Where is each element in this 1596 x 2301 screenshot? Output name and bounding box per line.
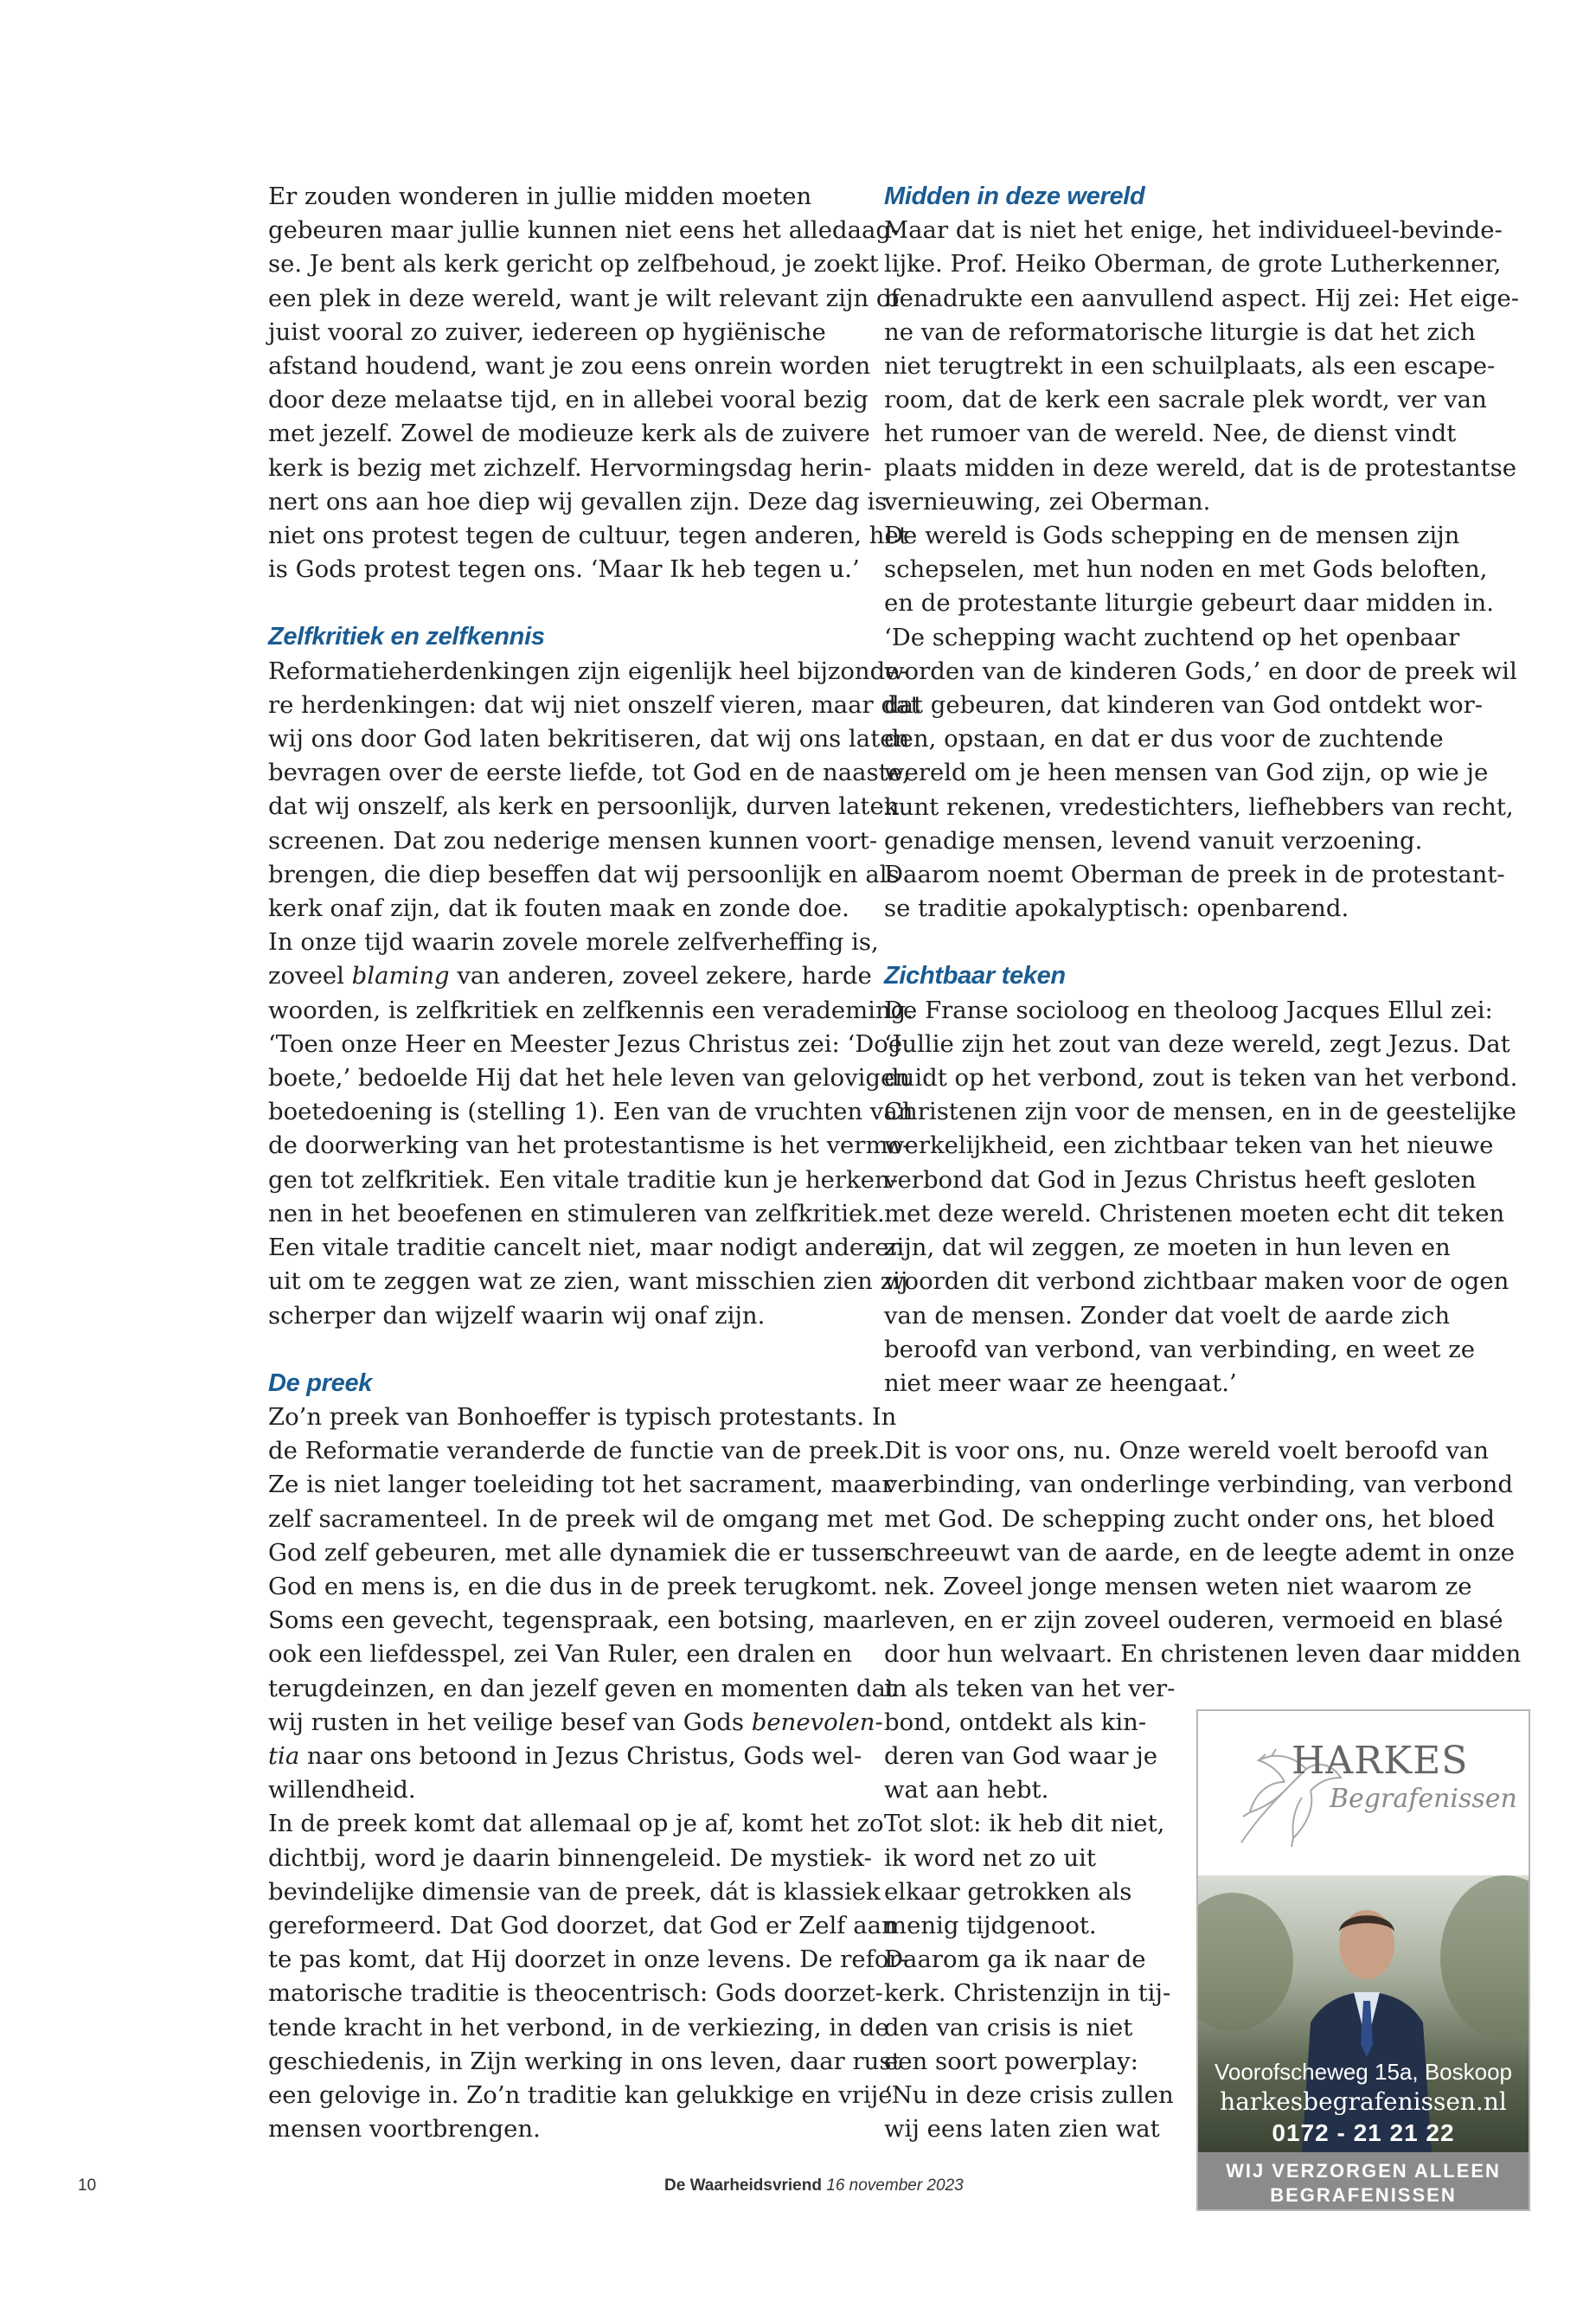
text-line: ‘Toen onze Heer en Meester Jezus Christus zei: ‘Doe xyxy=(268,1029,903,1058)
paragraph-oberman xyxy=(884,214,1520,519)
text-line: een gelovige in. Zo’n traditie kan gelukkige en vrije xyxy=(268,2080,893,2109)
text-line: duidt op het verbond, zout is teken van het verbond. xyxy=(884,1064,1518,1093)
text-line: Daarom noemt Oberman de preek in de protestant- xyxy=(884,861,1505,889)
heading-de-preek: De preek xyxy=(268,1368,373,1397)
text-line: menig tijdgenoot. xyxy=(884,1911,1097,1939)
publication-name: De Waarheidsvriend xyxy=(664,2176,822,2195)
text-line: Daarom ga ik naar de xyxy=(884,1945,1146,1974)
text-line: woorden, is zelfkritiek en zelfkennis een verademing. xyxy=(268,996,914,1024)
heading-zelfkritiek: Zelfkritiek en zelfkennis xyxy=(268,623,545,651)
text-fragment: van anderen, zoveel zekere, harde xyxy=(449,962,872,990)
text-line: kerk is bezig met zichzelf. Hervormingsdag herin- xyxy=(268,453,872,482)
text-line: terugdeinzen, en dan jezelf geven en momenten dat xyxy=(268,1674,895,1702)
text-line: met deze wereld. Christenen moeten echt dit teken xyxy=(884,1199,1505,1227)
ad-company-subtitle: Begrafenissen xyxy=(1330,1784,1517,1814)
paragraph-preek-2 xyxy=(268,1807,908,2146)
harkes-advertisement[interactable] xyxy=(1196,1709,1530,2211)
text-line: worden van de kinderen Gods,’ en door de preek wil xyxy=(884,657,1517,685)
text-line: kerk onaf zijn, dat ik fouten maak en zonde doe. xyxy=(268,894,849,923)
italic-fragment: tia xyxy=(268,1741,300,1770)
italic-fragment: blaming xyxy=(351,962,450,990)
text-line: re herdenkingen: dat wij niet onszelf vieren, maar dat xyxy=(268,690,920,719)
text-line: niet terugtrekt in een schuilplaats, als een escape- xyxy=(884,352,1496,381)
text-line: een soort powerplay: xyxy=(884,2047,1138,2075)
publication-footer xyxy=(664,2176,964,2195)
text-line: vernieuwing, zei Oberman. xyxy=(884,487,1211,516)
text-line: Soms een gevecht, tegenspraak, een botsing, maar xyxy=(268,1606,886,1635)
text-line: den van crisis is niet xyxy=(884,2013,1133,2041)
text-line: wat aan hebt. xyxy=(884,1776,1049,1804)
text-line: Er zouden wonderen in jullie midden moeten xyxy=(268,183,812,210)
heading-midden-in-deze-wereld: Midden in deze wereld xyxy=(884,183,1145,210)
text-line: verbond dat God in Jezus Christus heeft gesloten xyxy=(884,1165,1477,1194)
text-line: In onze tijd waarin zovele morele zelfverheffing is, xyxy=(268,928,879,957)
text-line xyxy=(268,1706,883,1740)
ad-address: Voorofscheweg 15a, Boskoop xyxy=(1214,2059,1513,2085)
text-line: mensen voortbrengen. xyxy=(268,2115,541,2144)
text-line: is Gods protest tegen ons. ‘Maar Ik heb tegen u.’ xyxy=(268,555,860,584)
text-line: brengen, die diep beseffen dat wij persoonlijk en als xyxy=(268,860,900,888)
text-line: door deze melaatse tijd, en in allebei vooral bezig xyxy=(268,386,869,414)
text-line: nert ons aan hoe diep wij gevallen zijn. Deze dag is xyxy=(268,487,888,516)
text-line: schepselen, met hun noden en met Gods beloften, xyxy=(884,555,1488,584)
text-line: bevragen over de eerste liefde, tot God en de naaste, xyxy=(268,759,910,787)
text-line: Tot slot: ik heb dit niet, xyxy=(884,1810,1165,1838)
text-line: schreeuwt van de aarde, en de leegte ademt in onze xyxy=(884,1538,1516,1567)
text-line: kerk. Christenzijn in tij- xyxy=(884,1979,1171,2008)
text-line: wij ons door God laten bekritiseren, dat wij ons laten xyxy=(268,725,910,753)
text-line: willendheid. xyxy=(268,1776,416,1804)
text-line: deren van God waar je xyxy=(884,1741,1158,1770)
text-line: ‘Nu in deze crisis zullen xyxy=(884,2080,1174,2109)
text-line: beroofd van verbond, van verbinding, en weet ze xyxy=(884,1335,1475,1363)
text-line: een plek in deze wereld, want je wilt relevant zijn of xyxy=(268,284,900,312)
text-fragment: zoveel xyxy=(268,962,352,990)
text-line: matorische traditie is theocentrisch: Gods doorzet- xyxy=(268,1979,883,2008)
text-line: Christenen zijn voor de mensen, en in de geestelijke xyxy=(884,1098,1516,1126)
text-fragment: wij rusten in het veilige besef van Gods xyxy=(268,1708,752,1736)
heading-zichtbaar-teken: Zichtbaar teken xyxy=(884,962,1066,990)
text-line: bevindelijke dimensie van de preek, dát is klassiek xyxy=(268,1877,881,1906)
text-line: leven, en er zijn zoveel ouderen, vermoeid en blasé xyxy=(884,1606,1503,1635)
text-line: door hun welvaart. En christenen leven daar midden xyxy=(884,1640,1522,1669)
text-line: de doorwerking van het protestantisme is het vermo- xyxy=(268,1131,911,1160)
ad-tagline-line: WIJ VERZORGEN ALLEEN xyxy=(1226,2160,1501,2182)
text-line: Ze is niet langer toeleiding tot het sacrament, maar xyxy=(268,1471,894,1499)
italic-fragment: benevolen- xyxy=(751,1708,883,1736)
ad-logo xyxy=(1198,1711,1529,1875)
text-line: niet meer waar ze heengaat.’ xyxy=(884,1368,1237,1397)
text-line: zijn, dat wil zeggen, ze moeten in hun leven en xyxy=(884,1234,1451,1262)
text-line: verbinding, van onderlinge verbinding, van verbond xyxy=(884,1471,1513,1499)
text-line: Dit is voor ons, nu. Onze wereld voelt beroofd van xyxy=(884,1437,1489,1465)
text-line: God zelf gebeuren, met alle dynamiek die er tussen xyxy=(268,1538,890,1567)
text-line: De wereld is Gods schepping en de mensen zijn xyxy=(884,522,1460,550)
text-line: boetedoening is (stelling 1). Een van de vruchten van xyxy=(268,1098,913,1126)
text-line: met jezelf. Zowel de modieuze kerk als de zuivere xyxy=(268,420,870,448)
left-column xyxy=(268,180,920,2146)
text-line: tende kracht in het verbond, in de verkiezing, in de xyxy=(268,2013,889,2041)
text-fragment: naar ons betoond in Jezus Christus, Gods wel- xyxy=(299,1741,862,1770)
text-line: In de preek komt dat allemaal op je af, komt het zo xyxy=(268,1810,884,1838)
text-line: ne van de reformatorische liturgie is dat het zich xyxy=(884,317,1476,346)
paragraph-schepping xyxy=(884,519,1517,926)
paragraph-moreel xyxy=(268,926,914,1332)
text-line: God en mens is, en die dus in de preek terugkomt. xyxy=(268,1572,878,1600)
text-line: se. Je bent als kerk gericht op zelfbehoud, je zoekt xyxy=(268,250,879,279)
ad-website-link[interactable]: harkesbegrafenissen.nl xyxy=(1220,2087,1507,2116)
text-line: juist vooral zo zuiver, iedereen op hygiënische xyxy=(268,317,826,346)
text-line: nen in het beoefenen en stimuleren van zelfkritiek. xyxy=(268,1199,885,1227)
text-line: uit om te zeggen wat ze zien, want misschien zien zij xyxy=(268,1267,908,1296)
text-line: elkaar getrokken als xyxy=(884,1877,1132,1906)
publication-date: 16 november 2023 xyxy=(826,2176,964,2195)
text-line: se traditie apokalyptisch: openbarend. xyxy=(884,894,1349,923)
text-line: dat gebeuren, dat kinderen van God ontdekt wor- xyxy=(884,691,1484,720)
text-line: screenen. Dat zou nederige mensen kunnen voort- xyxy=(268,826,878,855)
text-line: gebeuren maar jullie kunnen niet eens het alledaag- xyxy=(268,216,900,245)
text-line: dat wij onszelf, als kerk en persoonlijk, durven laten xyxy=(268,792,900,821)
text-line: ‘De schepping wacht zuchtend op het openbaar xyxy=(884,623,1460,651)
text-line: plaats midden in deze wereld, dat is de protestantse xyxy=(884,453,1517,482)
text-line: bond, ontdekt als kin- xyxy=(884,1708,1147,1736)
text-line: De Franse socioloog en theoloog Jacques Ellul zei: xyxy=(884,996,1493,1024)
text-line: dichtbij, word je daarin binnengeleid. De mystiek- xyxy=(268,1843,872,1872)
text-line: boete,’ bedoelde Hij dat het hele leven van gelovigen xyxy=(268,1064,910,1093)
paragraph-intro xyxy=(268,180,908,586)
text-line: Maar dat is niet het enige, het individueel-bevinde- xyxy=(884,216,1503,245)
text-line: van de mensen. Zonder dat voelt de aarde zich xyxy=(884,1301,1451,1330)
ad-tagline xyxy=(1198,2152,1529,2211)
text-line: benadrukte een aanvullend aspect. Hij zei: Het eige- xyxy=(884,284,1520,312)
text-line: en de protestante liturgie gebeurt daar midden in. xyxy=(884,589,1494,618)
text-line: geschiedenis, in Zijn werking in ons leven, daar rust xyxy=(268,2047,901,2075)
ad-photo xyxy=(1198,1875,1529,2152)
text-line: scherper dan wijzelf waarin wij onaf zijn. xyxy=(268,1301,766,1330)
text-line: ook een liefdesspel, zei Van Ruler, een dralen en xyxy=(268,1640,853,1669)
text-line: in als teken van het ver- xyxy=(884,1674,1176,1702)
text-line: kunt rekenen, vredestichters, liefhebbers van recht, xyxy=(884,792,1514,821)
page-number: 10 xyxy=(78,2176,97,2195)
text-line: gereformeerd. Dat God doorzet, dat God er Zelf aan xyxy=(268,1911,897,1939)
text-line: lijke. Prof. Heiko Oberman, de grote Lutherkenner, xyxy=(884,250,1502,279)
text-line: Zo’n preek van Bonhoeffer is typisch protestants. In xyxy=(268,1402,897,1431)
text-line: te pas komt, dat Hij doorzet in onze levens. De refor- xyxy=(268,1945,908,1974)
text-line: het rumoer van de wereld. Nee, de dienst vindt xyxy=(884,420,1457,448)
text-line xyxy=(268,959,872,993)
paragraph-zelfkritiek xyxy=(268,655,920,926)
text-line: de Reformatie veranderde de functie van de preek. xyxy=(268,1437,886,1465)
text-line: niet ons protest tegen de cultuur, tegen anderen, het xyxy=(268,522,908,550)
text-line: afstand houdend, want je zou eens onrein worden xyxy=(268,352,871,381)
text-line: met God. De schepping zucht onder ons, het bloed xyxy=(884,1504,1495,1533)
ad-tagline-line: BEGRAFENISSEN xyxy=(1270,2184,1457,2206)
text-line: Een vitale traditie cancelt niet, maar nodigt anderen xyxy=(268,1234,905,1262)
text-line: den, opstaan, en dat er dus voor de zuchtende xyxy=(884,725,1444,753)
text-line: room, dat de kerk een sacrale plek wordt, ver van xyxy=(884,386,1487,414)
text-line: zelf sacramenteel. In de preek wil de omgang met xyxy=(268,1504,874,1533)
ad-phone-number[interactable]: 0172 - 21 21 22 xyxy=(1272,2119,1455,2146)
text-line: wereld om je heen mensen van God zijn, op wie je xyxy=(884,759,1489,787)
paragraph-ellul xyxy=(884,994,1518,1400)
text-line: Reformatieherdenkingen zijn eigenlijk heel bijzonde- xyxy=(268,657,907,685)
ad-company-name: HARKES xyxy=(1292,1739,1469,1783)
text-line: nek. Zoveel jonge mensen weten niet waarom ze xyxy=(884,1572,1472,1600)
text-line: wij eens laten zien wat xyxy=(884,2115,1160,2144)
text-line: genadige mensen, levend vanuit verzoening. xyxy=(884,826,1423,855)
paragraph-preek xyxy=(268,1400,897,1807)
text-line: woorden dit verbond zichtbaar maken voor de ogen xyxy=(884,1267,1509,1296)
text-line: ik word net zo uit xyxy=(884,1843,1096,1872)
text-line: werkelijkheid, een zichtbaar teken van het nieuwe xyxy=(884,1131,1494,1160)
text-line: gen tot zelfkritiek. Een vitale traditie kun je herken- xyxy=(268,1165,899,1194)
text-line: ‘Jullie zijn het zout van deze wereld, zegt Jezus. Dat xyxy=(884,1029,1510,1058)
text-line xyxy=(268,1740,862,1773)
